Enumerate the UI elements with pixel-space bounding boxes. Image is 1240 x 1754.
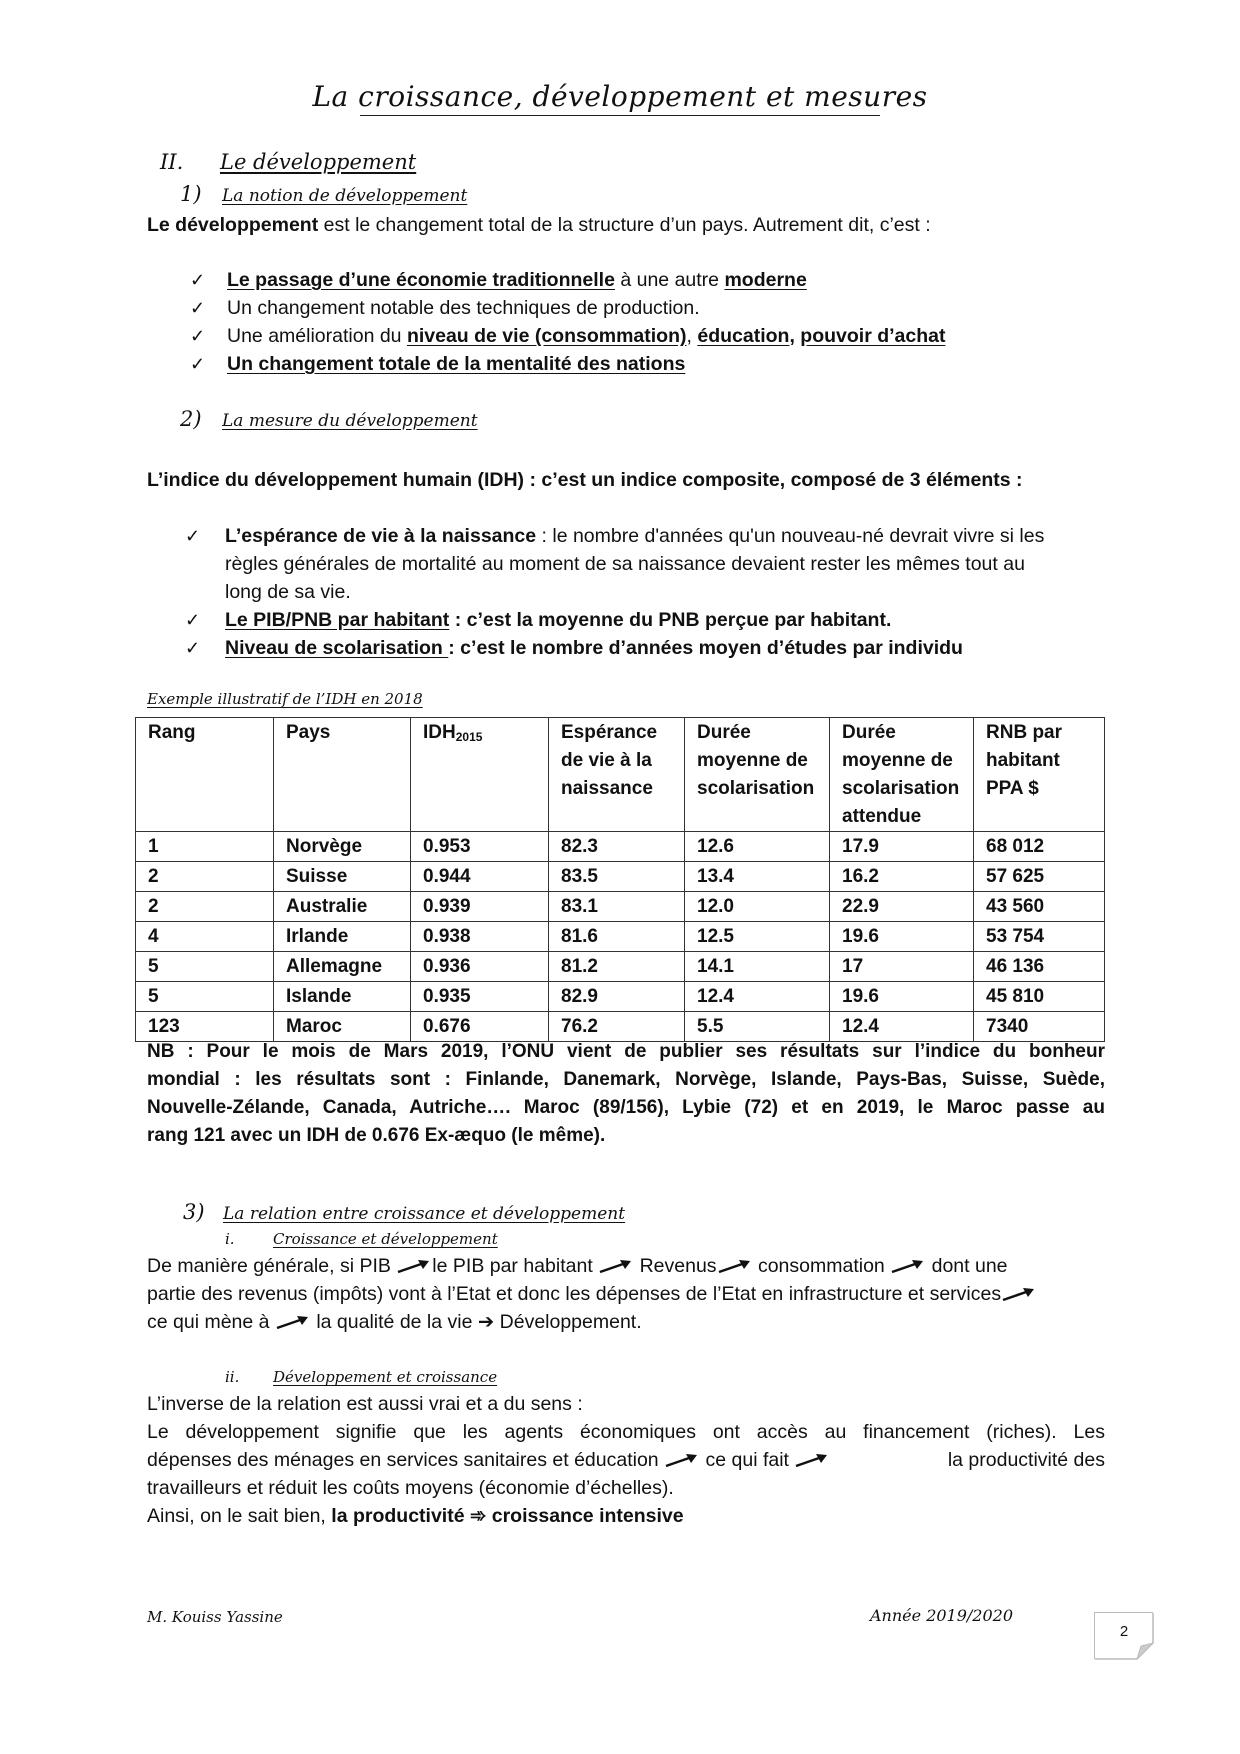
bullet-text: Une amélioration du xyxy=(227,325,407,347)
table-cell: 5 xyxy=(136,952,274,982)
table-cell: 12.5 xyxy=(685,922,830,952)
table-cell: 57 625 xyxy=(974,862,1105,892)
text: la productivité xyxy=(331,1505,470,1527)
checkmark-icon: ✓ xyxy=(190,270,206,290)
checkmark-icon: ✓ xyxy=(190,326,206,346)
subsection-number: 2) xyxy=(180,407,202,431)
section-label: Le développement xyxy=(220,150,417,174)
table-cell: 53 754 xyxy=(974,922,1105,952)
subsection-number: ii. xyxy=(225,1368,240,1386)
subsection-label: La mesure du développement xyxy=(222,411,478,431)
table-cell: 68 012 xyxy=(974,832,1105,862)
text: Développement. xyxy=(494,1311,642,1333)
table-cell: 12.4 xyxy=(685,982,830,1012)
table-row xyxy=(136,1012,1105,1042)
page-number-box xyxy=(1094,1612,1153,1659)
table-cell: 0.936 xyxy=(411,952,549,982)
table-cell: 46 136 xyxy=(974,952,1105,982)
table-cell: 0.944 xyxy=(411,862,549,892)
paragraph-croissance-developpement xyxy=(147,1252,1037,1336)
idh-bullet-life-expectancy xyxy=(185,522,1045,603)
bullet-text: Le passage d’une économie traditionnelle xyxy=(227,269,615,291)
definition-text: est le changement total de la structure d’un pays. Autrement dit, c’est : xyxy=(318,214,931,236)
header-rnb: RNB par habitant PPA $ xyxy=(974,718,1105,832)
bullet-text: : c’est la moyenne du PNB perçue par habitant. xyxy=(449,609,892,631)
table-row xyxy=(136,982,1105,1012)
bullet-text: Un changement totale de la mentalité des nations xyxy=(227,353,686,375)
subsection-i-heading xyxy=(225,1230,498,1248)
header-idh-year: 2015 xyxy=(455,730,483,744)
development-bullet xyxy=(190,294,700,322)
increase-arrow-icon xyxy=(275,1314,311,1332)
bullet-term: Niveau de scolarisation xyxy=(225,637,449,659)
footer-author: M. Kouiss Yassine xyxy=(147,1608,283,1626)
bullet-text-line3: long de sa vie. xyxy=(225,581,351,603)
bullet-text: , xyxy=(789,325,801,347)
checkmark-icon: ✓ xyxy=(190,298,206,318)
bullet-term: Le PIB/PNB par habitant xyxy=(225,609,450,631)
header-esperance: Espérance de vie à la naissance xyxy=(549,718,685,832)
table-cell: Suisse xyxy=(274,862,411,892)
idh-definition: L’indice du développement humain (IDH) : c’est un indice composite, composé de 3 éléments : xyxy=(147,469,1023,491)
table-cell: 19.6 xyxy=(830,922,974,952)
nb-note xyxy=(147,1038,1105,1150)
section-heading xyxy=(160,150,416,174)
table-cell: Allemagne xyxy=(274,952,411,982)
table-cell: 82.3 xyxy=(549,832,685,862)
table-header-row xyxy=(136,718,1105,832)
table-cell: 45 810 xyxy=(974,982,1105,1012)
table-cell: 0.676 xyxy=(411,1012,549,1042)
document-title: La croissance, développement et mesures xyxy=(312,80,928,113)
text: croissance intensive xyxy=(486,1505,684,1527)
subsection-label: La notion de développement xyxy=(222,186,468,206)
table-cell: 12.6 xyxy=(685,832,830,862)
nb-line: mondial : les résultats sont : Finlande, Danemark, Norvège, Islande, Pays-Bas, Suisse, Suède, xyxy=(147,1069,1105,1090)
text: dépenses des ménages en services sanitaires et éducation xyxy=(147,1449,665,1471)
table-cell: 14.1 xyxy=(685,952,830,982)
subsection-label: La relation entre croissance et développement xyxy=(223,1204,626,1224)
subsection-label: Croissance et développement xyxy=(273,1230,498,1248)
subsection-3-heading xyxy=(183,1200,625,1224)
table-cell: 0.938 xyxy=(411,922,549,952)
table-cell: Australie xyxy=(274,892,411,922)
paragraph-developpement-croissance xyxy=(147,1390,1105,1530)
header-idh xyxy=(411,718,549,832)
subsection-2-heading xyxy=(180,407,478,431)
bullet-text: niveau de vie (consommation) xyxy=(406,325,687,347)
header-rang: Rang xyxy=(136,718,274,832)
subsection-1-heading xyxy=(180,182,467,206)
bullet-text: , xyxy=(686,325,698,347)
table-cell: 19.6 xyxy=(830,982,974,1012)
table-cell: 2 xyxy=(136,862,274,892)
checkmark-icon: ✓ xyxy=(185,638,201,658)
development-definition xyxy=(147,211,931,239)
table-cell: 82.9 xyxy=(549,982,685,1012)
table-cell: Norvège xyxy=(274,832,411,862)
nb-line: Nouvelle-Zélande, Canada, Autriche…. Maroc (89/156), Lybie (72) et en 2019, le Maroc passe au xyxy=(147,1097,1105,1118)
text: la productivité des xyxy=(947,1449,1105,1471)
table-caption: Exemple illustratif de l’IDH en 2018 xyxy=(147,690,423,708)
table-cell: 22.9 xyxy=(830,892,974,922)
checkmark-icon: ✓ xyxy=(185,526,201,546)
right-arrow-icon: ➾ xyxy=(469,1505,487,1527)
development-bullet xyxy=(190,350,686,378)
title-underline xyxy=(360,115,880,116)
checkmark-icon: ✓ xyxy=(185,610,201,630)
header-duree-moyenne: Durée moyenne de scolarisation xyxy=(685,718,830,832)
table-cell: 83.1 xyxy=(549,892,685,922)
bullet-text: Un changement notable des techniques de production. xyxy=(227,297,700,319)
bullet-text: : le nombre d'années qu'un nouveau-né devrait vivre si les xyxy=(536,525,1045,547)
subsection-label: Développement et croissance xyxy=(273,1368,498,1386)
bullet-text-line2: règles générales de mortalité au moment de sa naissance devaient rester les mêmes tout au xyxy=(225,553,1025,575)
table-cell: 4 xyxy=(136,922,274,952)
table-cell: 17 xyxy=(830,952,974,982)
text: dont une xyxy=(926,1255,1008,1277)
header-pays: Pays xyxy=(274,718,411,832)
text: De manière générale, si PIB xyxy=(147,1255,397,1277)
text: partie des revenus (impôts) vont à l’Etat et donc les dépenses de l’Etat en infrastructure et services xyxy=(147,1283,1002,1305)
increase-arrow-icon xyxy=(1001,1286,1037,1304)
table-cell: 81.6 xyxy=(549,922,685,952)
subsection-number: 1) xyxy=(180,182,202,206)
table-row xyxy=(136,892,1105,922)
table-cell: Islande xyxy=(274,982,411,1012)
right-arrow-icon: ➔ xyxy=(477,1311,495,1333)
table-cell: Irlande xyxy=(274,922,411,952)
table-cell: 17.9 xyxy=(830,832,974,862)
table-cell: 7340 xyxy=(974,1012,1105,1042)
idh-bullet-schooling xyxy=(185,634,963,662)
idh-table xyxy=(135,717,1105,1042)
table-cell: 0.939 xyxy=(411,892,549,922)
increase-arrow-icon xyxy=(794,1452,830,1470)
text: L’inverse de la relation est aussi vrai et a du sens : xyxy=(147,1393,583,1415)
bullet-text: éducation xyxy=(697,325,790,347)
table-cell: Maroc xyxy=(274,1012,411,1042)
table-cell: 43 560 xyxy=(974,892,1105,922)
bullet-text: : c’est le nombre d’années moyen d’études par individu xyxy=(448,637,963,659)
subsection-ii-heading xyxy=(225,1368,497,1386)
increase-arrow-icon xyxy=(396,1258,432,1276)
text: Le développement signifie que les agents économiques ont accès au financement (riches). Les xyxy=(147,1421,1105,1443)
text: ce qui mène à xyxy=(147,1311,275,1333)
table-row xyxy=(136,922,1105,952)
text: la qualité de la vie xyxy=(310,1311,478,1333)
table-row xyxy=(136,862,1105,892)
nb-line: rang 121 avec un IDH de 0.676 Ex-æquo (le même). xyxy=(147,1125,606,1146)
bullet-text: à une autre xyxy=(614,269,725,291)
bullet-text: moderne xyxy=(724,269,807,291)
table-row xyxy=(136,832,1105,862)
bullet-text: pouvoir d’achat xyxy=(800,325,946,347)
definition-term: Le développement xyxy=(147,214,319,236)
table-cell: 81.2 xyxy=(549,952,685,982)
table-cell: 123 xyxy=(136,1012,274,1042)
subsection-number: i. xyxy=(225,1230,235,1248)
table-cell: 83.5 xyxy=(549,862,685,892)
subsection-number: 3) xyxy=(183,1200,205,1224)
nb-line: NB : Pour le mois de Mars 2019, l’ONU vient de publier ses résultats sur l’indice du bonheur xyxy=(147,1041,1105,1062)
table-cell: 1 xyxy=(136,832,274,862)
table-cell: 16.2 xyxy=(830,862,974,892)
table-row xyxy=(136,952,1105,982)
page-number: 2 xyxy=(1119,1623,1129,1640)
increase-arrow-icon xyxy=(890,1258,926,1276)
idh-bullet-gdp xyxy=(185,606,892,634)
development-bullet xyxy=(190,322,946,350)
table-cell: 0.935 xyxy=(411,982,549,1012)
table-cell: 13.4 xyxy=(685,862,830,892)
table-cell: 5 xyxy=(136,982,274,1012)
development-bullet xyxy=(190,266,807,294)
text: Ainsi, on le sait bien, xyxy=(147,1505,332,1527)
table-cell: 2 xyxy=(136,892,274,922)
increase-arrow-icon xyxy=(598,1258,634,1276)
text: consommation xyxy=(752,1255,891,1277)
text: Revenus xyxy=(634,1255,717,1277)
increase-arrow-icon xyxy=(717,1258,753,1276)
table-cell: 12.0 xyxy=(685,892,830,922)
text: ce qui fait xyxy=(700,1449,795,1471)
increase-arrow-icon xyxy=(664,1452,700,1470)
table-cell: 12.4 xyxy=(830,1012,974,1042)
bullet-term: L’espérance de vie à la naissance xyxy=(225,525,537,547)
text: le PIB par habitant xyxy=(432,1255,599,1277)
header-idh-label: IDH xyxy=(423,722,456,743)
header-duree-attendue: Durée moyenne de scolarisation attendue xyxy=(830,718,974,832)
footer-year: Année 2019/2020 xyxy=(870,1606,1014,1625)
section-number: II. xyxy=(160,150,184,174)
checkmark-icon: ✓ xyxy=(190,354,206,374)
table-cell: 5.5 xyxy=(685,1012,830,1042)
table-cell: 76.2 xyxy=(549,1012,685,1042)
table-cell: 0.953 xyxy=(411,832,549,862)
text: travailleurs et réduit les coûts moyens (économie d’échelles). xyxy=(147,1477,674,1499)
